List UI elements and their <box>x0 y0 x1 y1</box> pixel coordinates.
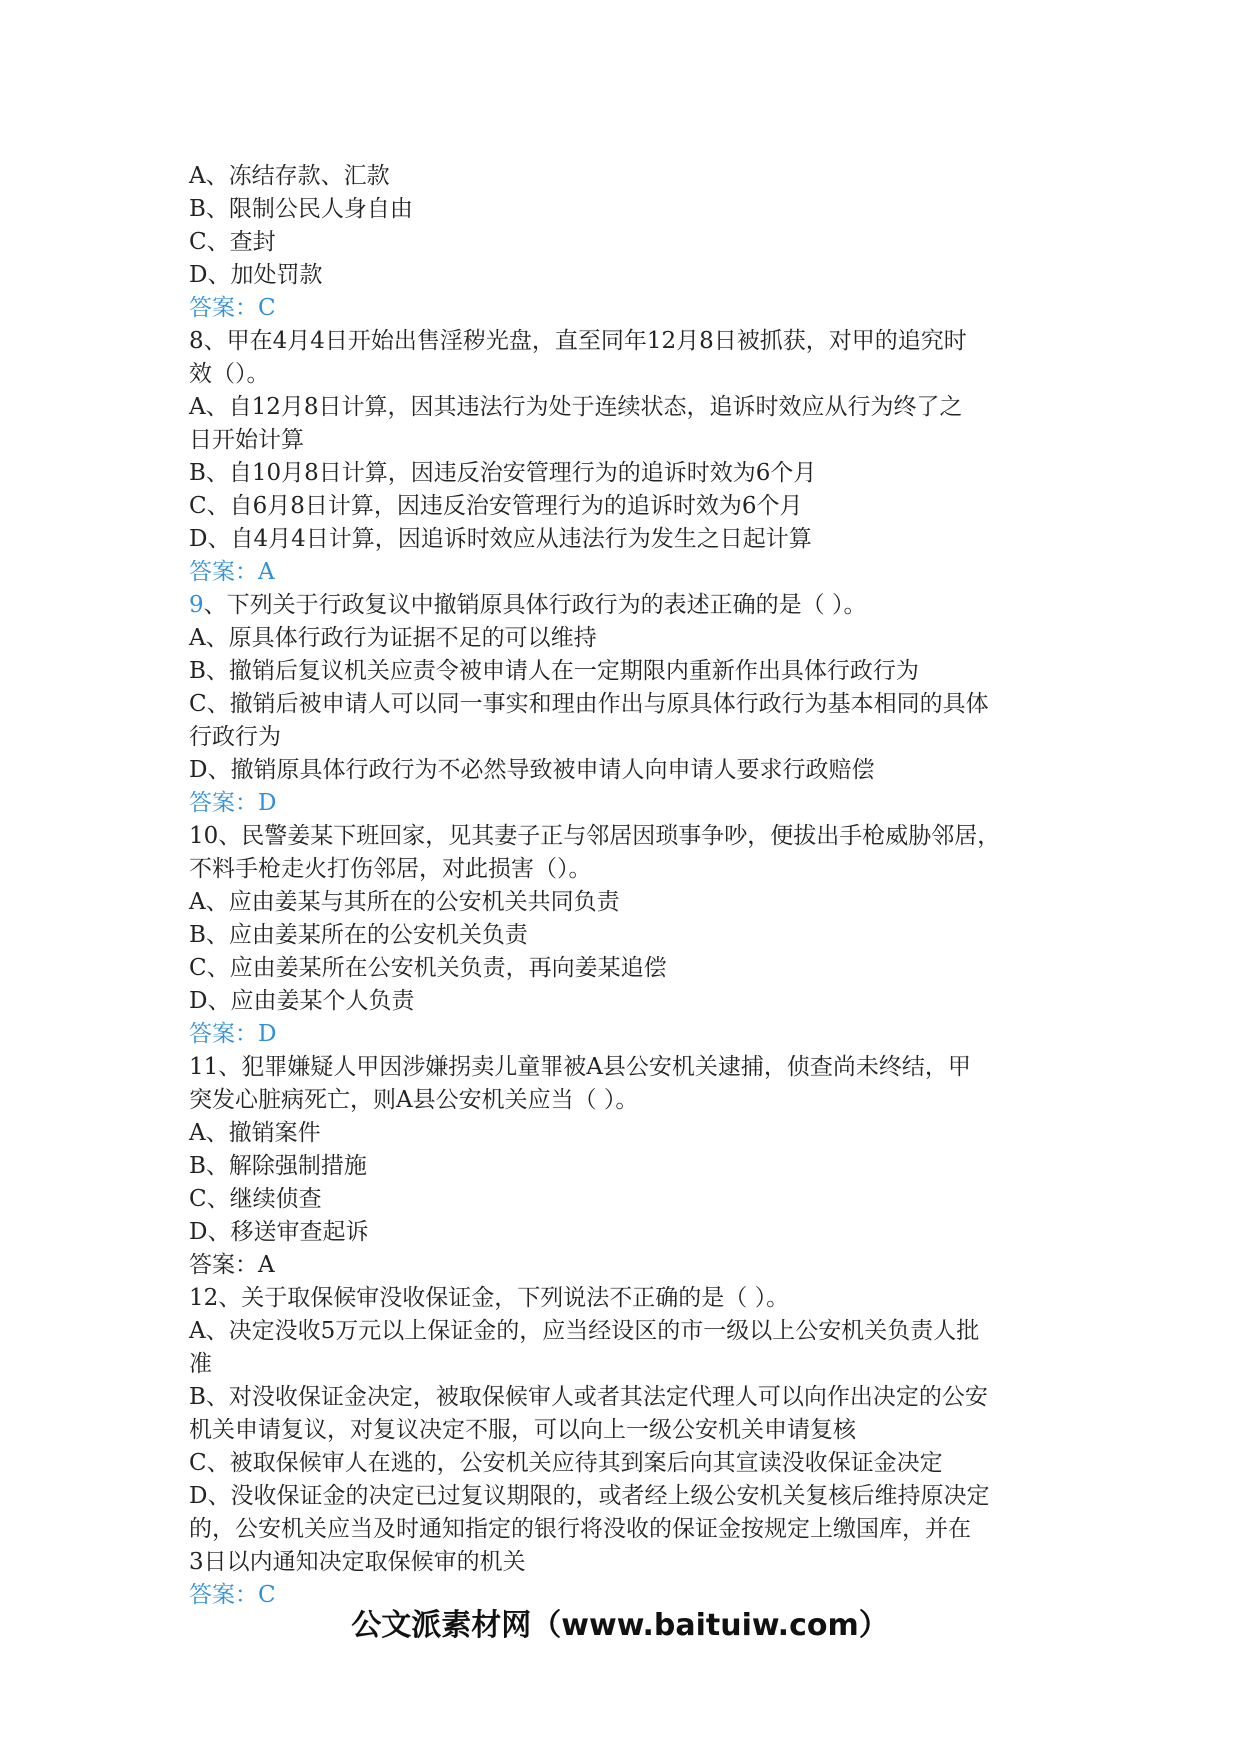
q12-stem: 12、关于取保候审没收保证金，下列说法不正确的是（ ）。 <box>189 1285 790 1311</box>
q11-stem-line-1: 11、犯罪嫌疑人甲因涉嫌拐卖儿童罪被A县公安机关逮捕，侦查尚未终结，甲 <box>189 1054 971 1080</box>
q12-option-line-4: 机关申请复议，对复议决定不服，可以向上一级公安机关申请复核 <box>189 1417 856 1443</box>
q9-stem-text: 、下列关于行政复议中撤销原具体行政行为的表述正确的是（ ）。 <box>203 592 867 618</box>
q8-option-line-1: A、自12月8日计算，因其违法行为处于连续状态，追诉时效应从行为终了之 <box>189 394 963 420</box>
q8-stem-line-2: 效（）。 <box>189 361 270 387</box>
q10-option-d: D、应由姜某个人负责 <box>189 988 415 1014</box>
q9-option-line-5: D、撤销原具体行政行为不必然导致被申请人向申请人要求行政赔偿 <box>189 757 875 783</box>
q11-option-a: A、撤销案件 <box>189 1120 321 1146</box>
q8-option-line-2: 日开始计算 <box>189 427 304 453</box>
q10-option-c: C、应由姜某所在公安机关负责，再向姜某追偿 <box>189 955 667 981</box>
q11-option-c: C、继续侦查 <box>189 1186 322 1212</box>
q11-answer: 答案：A <box>189 1252 275 1278</box>
q7-answer: 答案：C <box>189 295 276 321</box>
q8-stem-line-1: 8、甲在4月4日开始出售淫秽光盘，直至同年12月8日被抓获，对甲的追究时 <box>189 328 967 354</box>
q9-option-line-4: 行政行为 <box>189 724 281 750</box>
q11-option-b: B、解除强制措施 <box>189 1153 367 1179</box>
q9-answer: 答案：D <box>189 790 277 816</box>
q9-stem <box>189 589 1059 622</box>
q8-option-line-5: D、自4月4日计算，因追诉时效应从违法行为发生之日起计算 <box>189 526 812 552</box>
q12-option-line-3: B、对没收保证金决定，被取保候审人或者其法定代理人可以向作出决定的公安 <box>189 1384 988 1410</box>
q10-stem-line-2: 不料手枪走火打伤邻居，对此损害（）。 <box>189 856 592 882</box>
q10-answer: 答案：D <box>189 1021 277 1047</box>
q12-option-line-2: 准 <box>189 1351 212 1377</box>
q12-answer: 答案：C <box>189 1582 276 1608</box>
q12-option-line-7: 的，公安机关应当及时通知指定的银行将没收的保证金按规定上缴国库，并在 <box>189 1516 971 1542</box>
q7-option-a: A、冻结存款、汇款 <box>189 163 390 189</box>
q12-option-line-5: C、被取保候审人在逃的，公安机关应待其到案后向其宣读没收保证金决定 <box>189 1450 943 1476</box>
q10-option-a: A、应由姜某与其所在的公安机关共同负责 <box>189 889 620 915</box>
q8-option-line-4: C、自6月8日计算，因违反治安管理行为的追诉时效为6个月 <box>189 493 803 519</box>
q12-option-line-1: A、决定没收5万元以上保证金的，应当经设区的市一级以上公安机关负责人批 <box>189 1318 980 1344</box>
q9-number: 9 <box>189 592 204 618</box>
q8-option-line-3: B、自10月8日计算，因违反治安管理行为的追诉时效为6个月 <box>189 460 817 486</box>
q7-option-b: B、限制公民人身自由 <box>189 196 413 222</box>
footer-watermark: 公文派素材网（www.baituiw.com） <box>351 1608 889 1643</box>
q9-option-line-3: C、撤销后被申请人可以同一事实和理由作出与原具体行政行为基本相同的具体 <box>189 691 989 717</box>
q11-stem-line-2: 突发心脏病死亡，则A县公安机关应当（ ）。 <box>189 1087 639 1113</box>
q9-option-line-2: B、撤销后复议机关应责令被申请人在一定期限内重新作出具体行政行为 <box>189 658 919 684</box>
q10-stem-line-1: 10、民警姜某下班回家，见其妻子正与邻居因琐事争吵，便拔出手枪威胁邻居， <box>189 823 1001 849</box>
q12-option-line-6: D、没收保证金的决定已过复议期限的，或者经上级公安机关复核后维持原决定 <box>189 1483 990 1509</box>
q7-option-d: D、加处罚款 <box>189 262 323 288</box>
q8-answer: 答案：A <box>189 559 275 585</box>
q9-option-line-1: A、原具体行政行为证据不足的可以维持 <box>189 625 597 651</box>
q11-option-d: D、移送审查起诉 <box>189 1219 369 1245</box>
document-body <box>189 160 1059 1612</box>
q10-option-b: B、应由姜某所在的公安机关负责 <box>189 922 528 948</box>
q12-option-line-8: 3日以内通知决定取保候审的机关 <box>189 1549 526 1575</box>
q7-option-c: C、查封 <box>189 229 276 255</box>
